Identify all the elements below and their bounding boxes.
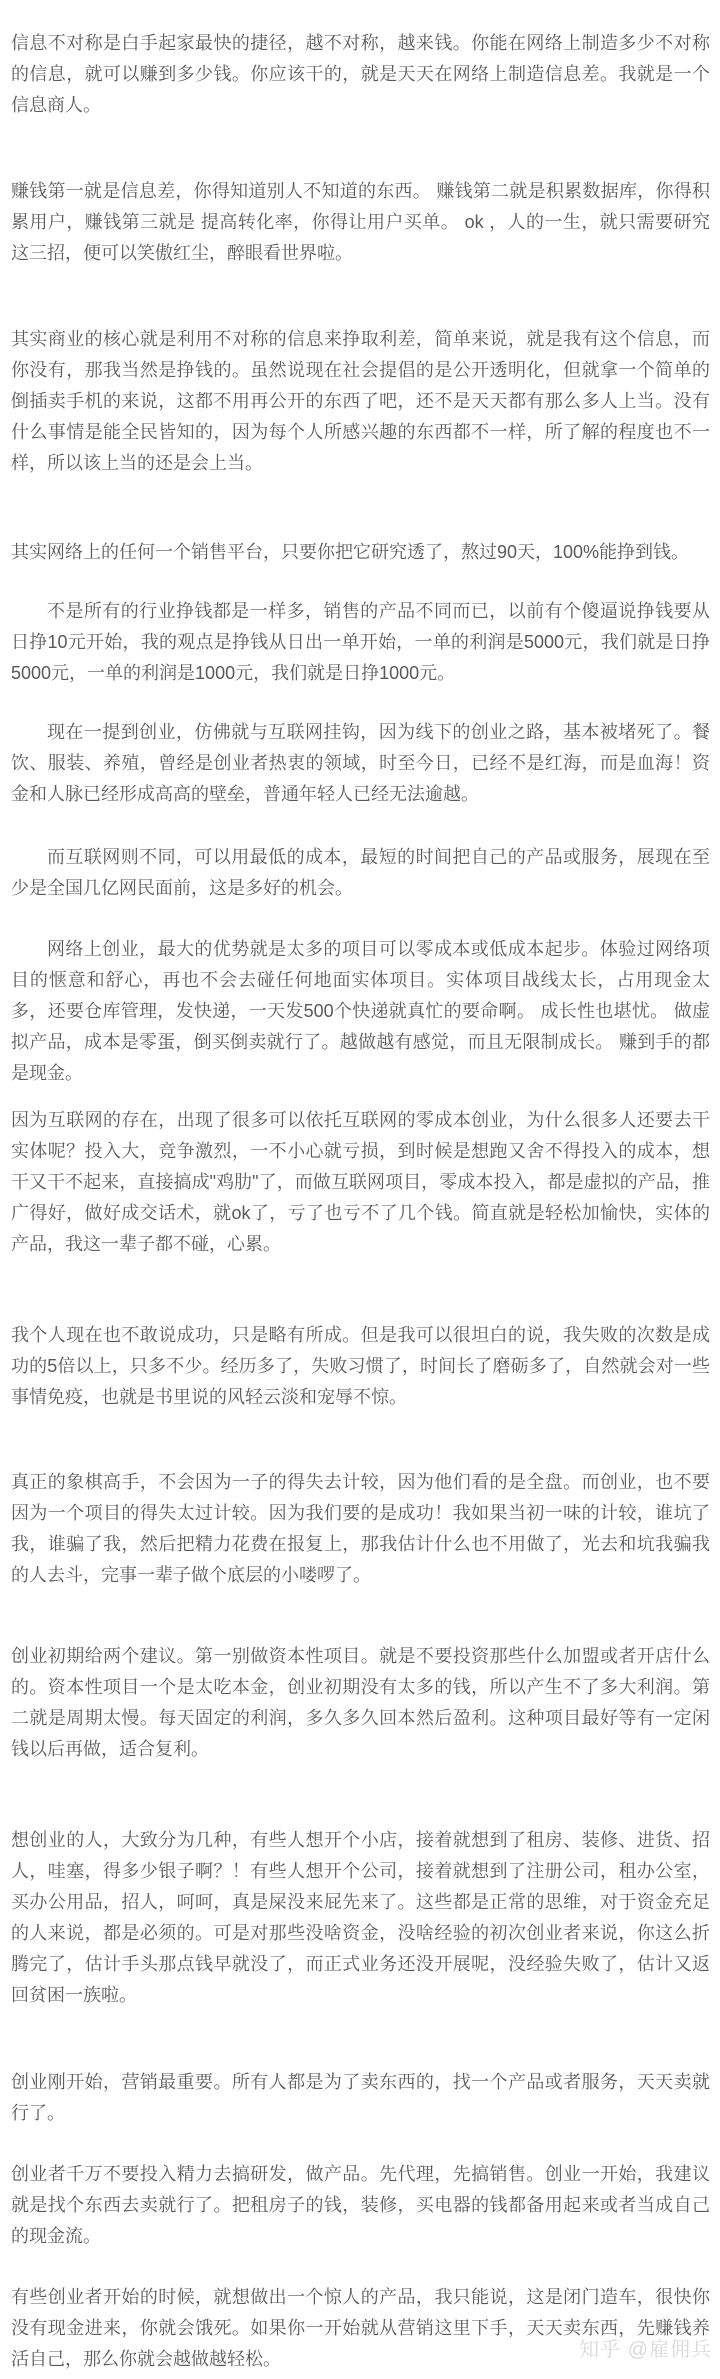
paragraph-sell-first: 创业者千万不要投入精力去搞研发，做产品。先代理，先搞销售。创业一开始，我建议就是找个东西去卖就行了。把租房子的钱，装修，买电器的钱都备用起来或者当成自己的现金流。	[11, 2164, 710, 2246]
zhihu-watermark: 知乎 @雇佣兵	[579, 2339, 712, 2361]
paragraph-info-asymmetry: 信息不对称是白手起家最快的捷径，越不对称，越来钱。你能在网络上制造多少不对称的信息，就可以赚到多少钱。你应该干的，就是天天在网络上制造信息差。我就是一个信息商人。	[11, 33, 710, 115]
paragraph-closed-door: 有些创业者开始的时候，就想做出一个惊人的产品，我只能说，这是闭门造车，很快你没有现金进来，你就会饿死。如果你一开始就从营销这里下手，天天卖东西，先赚钱养活自己，那么你就会越做越轻松。	[11, 2287, 710, 2369]
paragraph-marketing-first: 创业刚开始，营销最重要。所有人都是为了卖东西的，找一个产品或者服务，天天卖就行了。	[11, 2072, 710, 2123]
paragraph-two-suggestions: 创业初期给两个建议。第一别做资本性项目。就是不要投资那些什么加盟或者开店什么的。资本性项目一个是太吃本金，创业初期没有太多的钱，所以产生不了多大利润。第二就是周期太慢。每天固定的利润，多久多久回本然后盈利。这种项目最好等有一定闲钱以后再做，适合复利。	[11, 1646, 710, 1759]
paragraph-failure-count: 我个人现在也不敢说成功，只是略有所成。但是我可以很坦白的说，我失败的次数是成功的5倍以上，只多不少。经历多了，失败习惯了，时间长了磨砺多了，自然就会对一些事情免疫，也就是书里说的风轻云淡和宠辱不惊。	[11, 1325, 710, 1407]
paragraph-offline-blocked: 现在一提到创业，仿佛就与互联网挂钩，因为线下的创业之路，基本被堵死了。餐饮、服装、养殖，曾经是创业者热衷的领域，时至今日，已经不是红海，而是血海！资金和人脉已经形成高高的壁垒，普通年轻人已经无法逾越。	[11, 722, 710, 804]
paragraph-zero-cost-advantage: 网络上创业，最大的优势就是太多的项目可以零成本或低成本起步。体验过网络项目的惬意和舒心，再也不会去碰任何地面实体项目。实体项目战线太长，占用现金太多，还要仓库管理，发快递，一天发500个快递就真忙的要命啊。 成长性也堪忧。 做虚拟产品，成本是零蛋，倒买倒卖就行了。越做越有感觉，而且无限制成长。 赚到手的都是现金。	[11, 939, 710, 1083]
paragraph-internet-different: 而互联网则不同，可以用最低的成本，最短的时间把自己的产品或服务，展现在至少是全国几亿网民面前，这是多好的机会。	[11, 847, 710, 898]
paragraph-90-days: 其实网络上的任何一个销售平台，只要你把它研究透了，熬过90天，100%能挣到钱。	[11, 542, 690, 562]
paragraph-profit-per-order: 不是所有的行业挣钱都是一样多，销售的产品不同而已，以前有个傻逼说挣钱要从日挣10元开始，我的观点是挣钱从日出一单开始，一单的利润是5000元，我们就是日挣5000元，一单的利润是1000元，我们就是日挣1000元。	[11, 601, 710, 683]
paragraph-three-moves: 赚钱第一就是信息差，你得知道别人不知道的东西。 赚钱第二就是积累数据库，你得积累用户，赚钱第三就是 提高转化率，你得让用户买单。 ok ，人的一生，就只需要研究这三招，便可以笑傲红尘，醉眼看世界啦。	[11, 181, 710, 263]
paragraph-why-physical: 因为互联网的存在，出现了很多可以依托互联网的零成本创业，为什么很多人还要去干实体呢？投入大，竞争激烈，一不小心就亏损，到时候是想跑又舍不得投入的成本，想干又干不起来，直接搞成"鸡肋"了，而做互联网项目，零成本投入，都是虚拟的产品，推广得好，做好成交话术，就ok了，亏了也亏不了几个钱。简直就是轻松加愉快，实体的产品，我这一辈子都不碰，心累。	[11, 1110, 710, 1254]
paragraph-chess-master: 真正的象棋高手，不会因为一子的得失去计较，因为他们看的是全盘。而创业，也不要因为一个项目的得失太过计较。因为我们要的是成功！我如果当初一味的计较，谁坑了我，谁骗了我，然后把精力花费在报复上，那我估计什么也不用做了，光去和坑我骗我的人去斗，完事一辈子做个底层的小喽啰了。	[11, 1472, 710, 1585]
paragraph-business-core: 其实商业的核心就是利用不对称的信息来挣取利差，简单来说，就是我有这个信息，而你没有，那我当然是挣钱的。虽然说现在社会提倡的是公开透明化，但就拿一个简单的倒插卖手机的来说，这都不用再公开的东西了吧，还不是天天都有那么多人上当。没有什么事情是能全民皆知的，因为每个人所感兴趣的东西都不一样，所了解的程度也不一样，所以该上当的还是会上当。	[11, 329, 710, 473]
paragraph-startup-types: 想创业的人，大致分为几种，有些人想开个小店，接着就想到了租房、装修、进货、招人，哇塞，得多少银子啊？！有些人想开个公司，接着就想到了注册公司，租办公室，买办公用品，招人，呵呵，真是屎没来屁先来了。这些都是正常的思维，对于资金充足的人来说，都是必须的。可是对那些没啥资金，没啥经验的初次创业者来说，你这么折腾完了，估计手头那点钱早就没了，而正式业务还没开展呢，没经验失败了，估计又返回贫困一族啦。	[11, 1830, 710, 2005]
